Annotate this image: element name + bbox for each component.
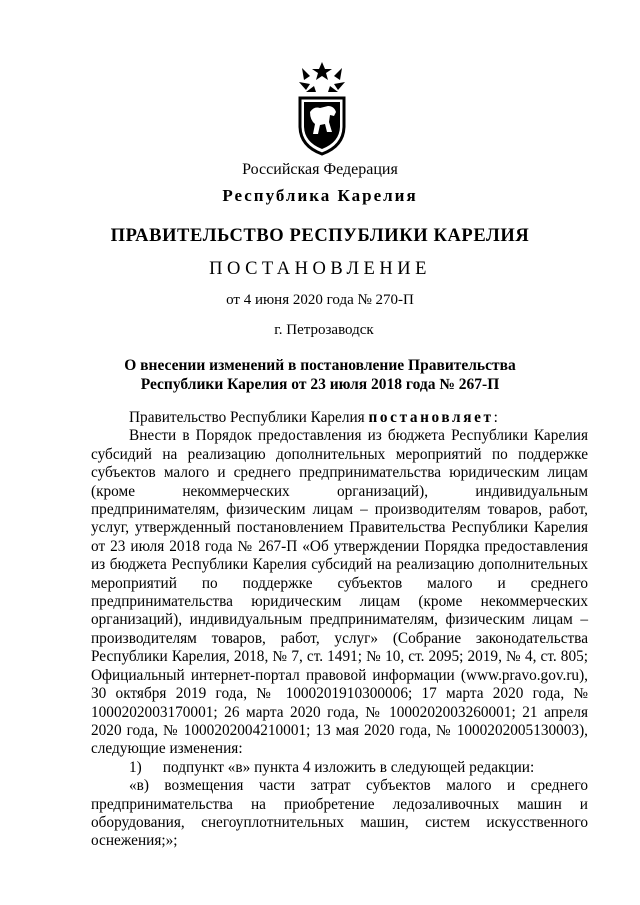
document-type: ПОСТАНОВЛЕНИЕ — [209, 259, 431, 279]
intro-text: Правительство Республики Карелия — [129, 409, 369, 426]
karelia-coat-of-arms-emblem — [296, 60, 348, 156]
country-name: Российская Федерация — [242, 161, 398, 178]
document-title-line-2: Республики Карелия от 23 июля 2018 года № 267-П — [140, 376, 500, 393]
republic-name: Республика Карелия — [222, 186, 418, 205]
intro-end: : — [493, 409, 498, 426]
date-and-number: от 4 июня 2020 года № 270-П — [226, 292, 414, 308]
government-name: ПРАВИТЕЛЬСТВО РЕСПУБЛИКИ КАРЕЛИЯ — [110, 226, 530, 246]
quote-paragraph: «в) возмещения части затрат субъектов малого и среднего предпринимательства на приобретение ледозаливочных машин и оборудования, снегоуплотнительных машин, систем искусственного оснежения;»; — [91, 777, 588, 850]
intro-emphasis: постановляет — [368, 409, 494, 426]
list-item-text: подпункт «в» пункта 4 изложить в следующей редакции: — [162, 758, 535, 776]
intro-paragraph — [91, 409, 588, 427]
list-item — [91, 759, 588, 777]
document-body — [91, 409, 588, 851]
list-item-number: 1) — [129, 758, 142, 776]
main-paragraph: Внести в Порядок предоставления из бюджета Республики Карелия субсидий на реализацию дополнительных мероприятий по поддержке субъектов малого и среднего предпринимательства юридическим лицам (кроме некоммерческих организаций), индивидуальным предпринимателям, физическим лицам – производителям товаров, работ, услуг, утвержденный постановлением Правительства Республики Карелия от 23 июля 2018 года № 267-П «Об утверждении Порядка предоставления из бюджета Республики Карелия субсидий на реализацию дополнительных мероприятий по поддержке субъектов малого и среднего предпринимательства юридическим лицам (кроме некоммерческих организаций), индивидуальным предпринимателям, физическим лицам – производителям товаров, работ, услуг» (Собрание законодательства Республики Карелия, 2018, № 7, ст. 1491; № 10, ст. 2095; 2019, № 4, ст. 805; Официальный интернет-портал правовой информации (www.pravo.gov.ru), 30 октября 2019 года, № 1000201910300006; 17 марта 2020 года, № 1000202003170001; 26 марта 2020 года, № 1000202003260001; 21 апреля 2020 года, № 1000202004210001; 13 мая 2020 года, № 1000202005130003), следующие изменения: — [91, 427, 588, 758]
document-title — [0, 356, 640, 394]
document-title-line-1: О внесении изменений в постановление Правительства — [124, 357, 516, 374]
city: г. Петрозаводск — [274, 322, 374, 338]
